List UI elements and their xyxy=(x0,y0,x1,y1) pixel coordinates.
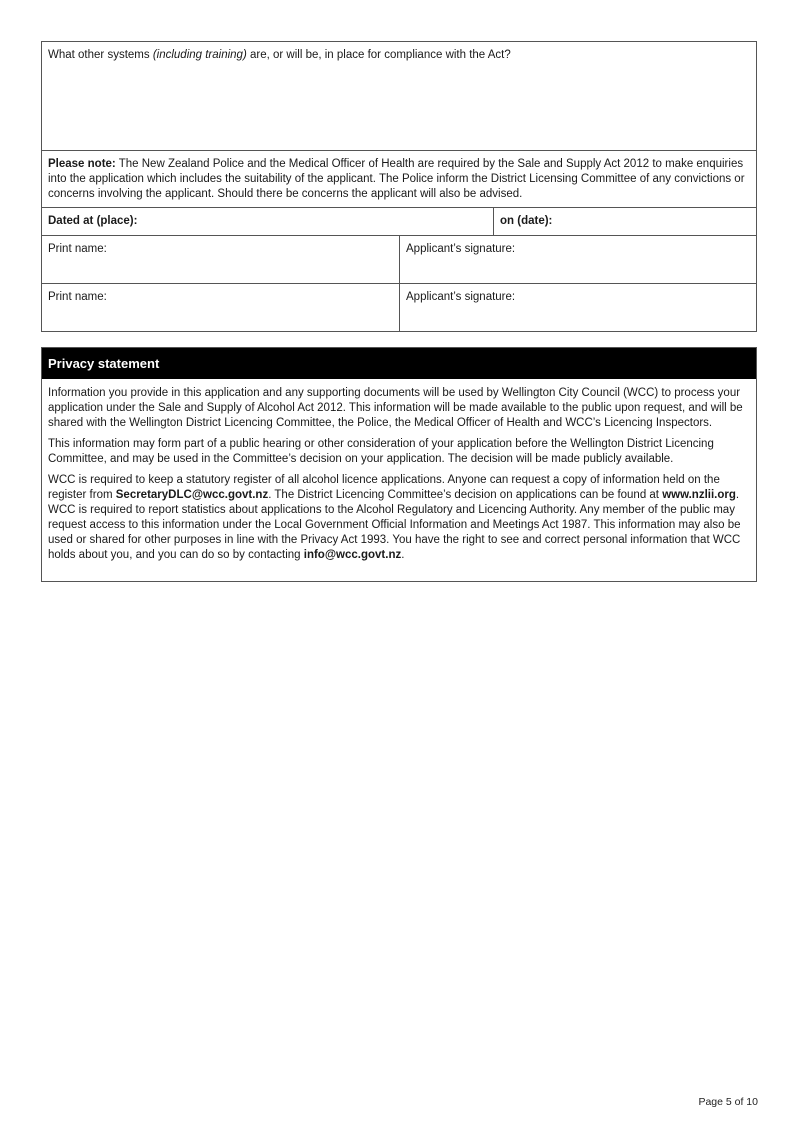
on-date-label: on (date): xyxy=(500,215,553,227)
dated-at-label: Dated at (place): xyxy=(48,215,138,227)
compliance-question-field[interactable] xyxy=(42,42,756,151)
print-name-field-2[interactable] xyxy=(42,284,400,332)
print-name-label: Print name: xyxy=(48,243,107,255)
signature-field-1[interactable] xyxy=(400,236,756,283)
signature-field-2[interactable] xyxy=(400,284,756,332)
print-name-field-1[interactable] xyxy=(42,236,400,283)
privacy-paragraph-3 xyxy=(48,473,750,563)
question-text-start: What other systems xyxy=(48,49,153,61)
p3-text-b: . The District Licencing Committee’s decision on applications can be found at xyxy=(268,489,663,501)
privacy-paragraph-1: Information you provide in this application and any supporting documents will be used by Wellington City Council (WCC) to process your application under the Sale and Supply of Alcohol Act 2012. This information will be made available to the public upon request, and will be shared with the Wellington District Licencing Committee, the Police, the Medical Officer of Health and WCC’s Licencing Inspectors. xyxy=(48,387,743,429)
note-text: The New Zealand Police and the Medical Officer of Health are required by the Sale and Supply Act 2012 to make enquiries into the application which includes the suitability of the applicant. The Police inform the District Licensing Committee of any convictions or concerns involving the applicant. Should there be concerns the applicant will also be advised. xyxy=(48,158,745,200)
info-email-link[interactable]: info@wcc.govt.nz xyxy=(303,549,402,561)
dated-at-place-field[interactable] xyxy=(42,208,494,235)
signature-row-1 xyxy=(42,236,756,284)
privacy-statement-box xyxy=(41,347,757,582)
on-date-field[interactable] xyxy=(494,208,756,235)
please-note-section xyxy=(42,151,756,208)
note-label: Please note: xyxy=(48,158,116,170)
print-name-label: Print name: xyxy=(48,291,107,303)
question-emphasis: (including training) xyxy=(152,49,247,61)
page-number: Page 5 of 10 xyxy=(698,1096,758,1108)
privacy-paragraph-2: This information may form part of a public hearing or other consideration of your application before the Wellington District Licencing Committee, and may be used in the Committee’s decision on your application. The decision will be made publicly available. xyxy=(48,438,714,465)
p3-text-a: WCC is required to keep a statutory register of all alcohol licence applications. Anyone can request a copy of information held on the register from xyxy=(48,474,720,501)
signature-row-2 xyxy=(42,284,756,332)
secretary-email-link[interactable]: SecretaryDLC@wcc.govt.nz xyxy=(115,489,269,501)
privacy-statement-title: Privacy statement xyxy=(42,348,756,379)
question-text-end: are, or will be, in place for compliance with the Act? xyxy=(246,49,511,61)
privacy-statement-body xyxy=(42,379,756,569)
nzlii-website-link[interactable]: www.nzlii.org xyxy=(662,489,736,501)
date-place-row xyxy=(42,208,756,236)
compliance-form-table xyxy=(41,41,757,332)
signature-label: Applicant’s signature: xyxy=(406,243,516,255)
p3-text-d: . xyxy=(401,549,405,561)
p3-text-c: . WCC is required to report statistics about applications to the Alcohol Regulatory and Licencing Authority. Any member of the public may request access to this information under the Local Government Official Information and Meetings Act 1987. This information may also be used or shared for other purposes in line with the Privacy Act 1993. You have the right to see and correct personal information that WCC holds about you, and you can do so by contacting xyxy=(48,489,741,561)
signature-label: Applicant’s signature: xyxy=(406,291,516,303)
